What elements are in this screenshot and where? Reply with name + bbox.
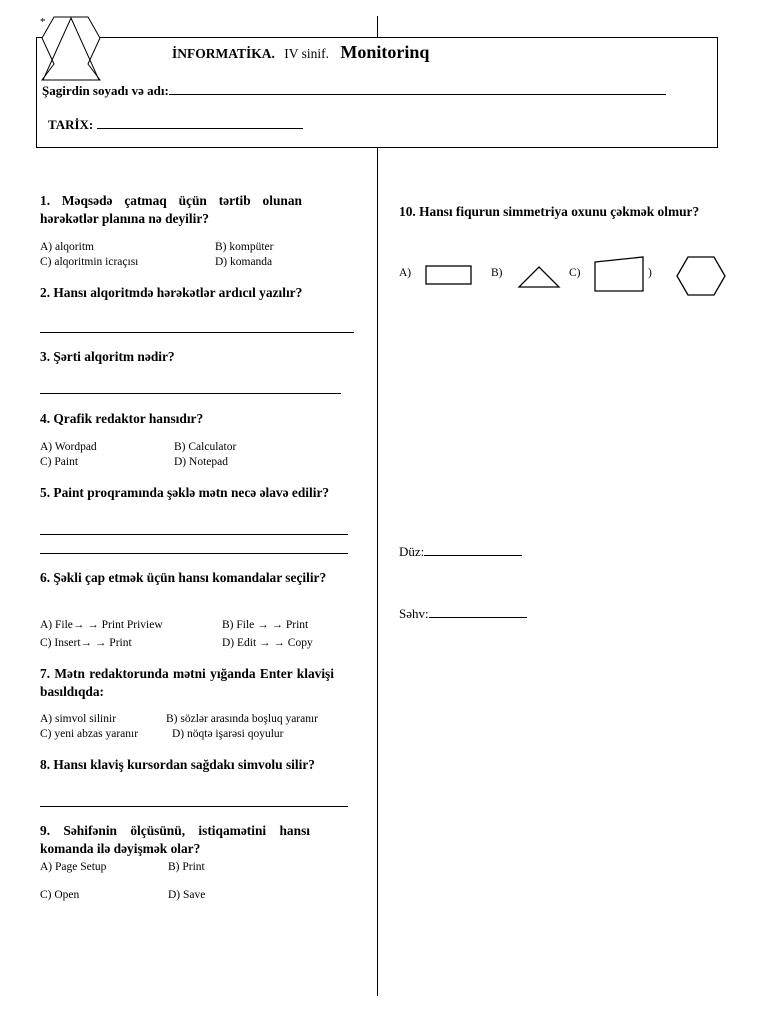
logo-icon: [40, 16, 102, 82]
correct-count-row: [399, 544, 522, 560]
q7-option-a: A) simvol silinir: [40, 713, 117, 725]
q8-answer-line[interactable]: [40, 806, 348, 807]
q10-option-d: ): [648, 267, 652, 279]
question-2: 2. Hansı alqoritmdə hərəkətlər ardıcıl yazılır?: [40, 285, 303, 300]
student-name-row: [42, 82, 666, 99]
q9-option-c: C) Open: [40, 889, 80, 901]
question-9: 9. Səhifənin ölçüsünü, istiqamətini hansı komanda ilə dəyişmək olar?: [40, 823, 310, 856]
page-header: [172, 42, 429, 63]
q5-answer-line-1[interactable]: [40, 534, 348, 535]
subject-title: İNFORMATİKA.: [172, 46, 275, 61]
q3-answer-line[interactable]: [40, 393, 341, 394]
q4-option-b: B) Calculator: [174, 441, 237, 453]
q7-option-c: C) yeni abzas yaranır: [40, 728, 139, 740]
question-8: 8. Hansı klaviş kursordan sağdakı simvolu silir?: [40, 757, 315, 772]
wrong-count-row: [399, 606, 527, 622]
question-1: 1. Məqsədə çatmaq üçün tərtib olunan hərəkətlər planına nə deyilir?: [40, 193, 302, 226]
correct-label: Düz:: [399, 544, 425, 559]
q10-option-c: C): [569, 267, 581, 279]
grade-label: IV sinif.: [284, 46, 330, 61]
q7-option-d: D) nöqtə işarəsi qoyulur: [172, 728, 284, 740]
q6-option-d: D) Edit → → Copy: [222, 637, 313, 649]
student-name-field[interactable]: [169, 82, 666, 95]
page-title: Monitorinq: [340, 42, 430, 62]
q9-option-b: B) Print: [168, 861, 205, 873]
q10-option-a: A): [399, 267, 412, 279]
rectangle-shape: [424, 264, 474, 286]
q5-answer-line-2[interactable]: [40, 553, 348, 554]
question-10: 10. Hansı fiqurun simmetriya oxunu çəkmək olmur?: [399, 204, 700, 219]
q9-option-a: A) Page Setup: [40, 861, 107, 873]
correct-field[interactable]: [424, 544, 522, 556]
student-name-label: Şagirdin soyadı və adı:: [42, 83, 169, 98]
q1-option-a: A) alqoritm: [40, 241, 94, 253]
q9-option-d: D) Save: [168, 889, 206, 901]
date-label: TARİX:: [48, 117, 94, 132]
question-5: 5. Paint proqramında şəklə mətn necə əlavə edilir?: [40, 485, 330, 500]
q4-option-a: A) Wordpad: [40, 441, 97, 453]
q6-option-c: C) Insert→ → Print: [40, 637, 132, 649]
q1-option-c: C) alqoritmin icraçısı: [40, 256, 139, 268]
question-3: 3. Şərti alqoritm nədir?: [40, 349, 175, 364]
q6-option-b: B) File → → Print: [222, 619, 309, 631]
column-divider: [377, 16, 378, 996]
corner-marker: *: [40, 16, 46, 28]
q4-option-c: C) Paint: [40, 456, 79, 468]
q4-option-d: D) Notepad: [174, 456, 228, 468]
q1-option-d: D) komanda: [215, 256, 273, 268]
trapezoid-shape: [592, 254, 646, 294]
q7-option-b: B) sözlər arasında boşluq yaranır: [166, 713, 319, 725]
date-field[interactable]: [97, 116, 303, 129]
wrong-label: Səhv:: [399, 606, 429, 621]
triangle-shape: [516, 263, 562, 289]
date-row: [48, 116, 303, 133]
question-7: 7. Mətn redaktorunda mətni yığanda Enter klavişi basıldıqda:: [40, 666, 334, 699]
q10-option-b: B): [491, 267, 503, 279]
q6-option-a: A) File→ → Print Priview: [40, 619, 163, 631]
hexagon-shape: [674, 254, 728, 298]
q2-answer-line[interactable]: [40, 332, 354, 333]
q1-option-b: B) kompüter: [215, 241, 274, 253]
question-4: 4. Qrafik redaktor hansıdır?: [40, 411, 204, 426]
question-6: 6. Şəkli çap etmək üçün hansı komandalar seçilir?: [40, 570, 327, 585]
wrong-field[interactable]: [429, 606, 527, 618]
